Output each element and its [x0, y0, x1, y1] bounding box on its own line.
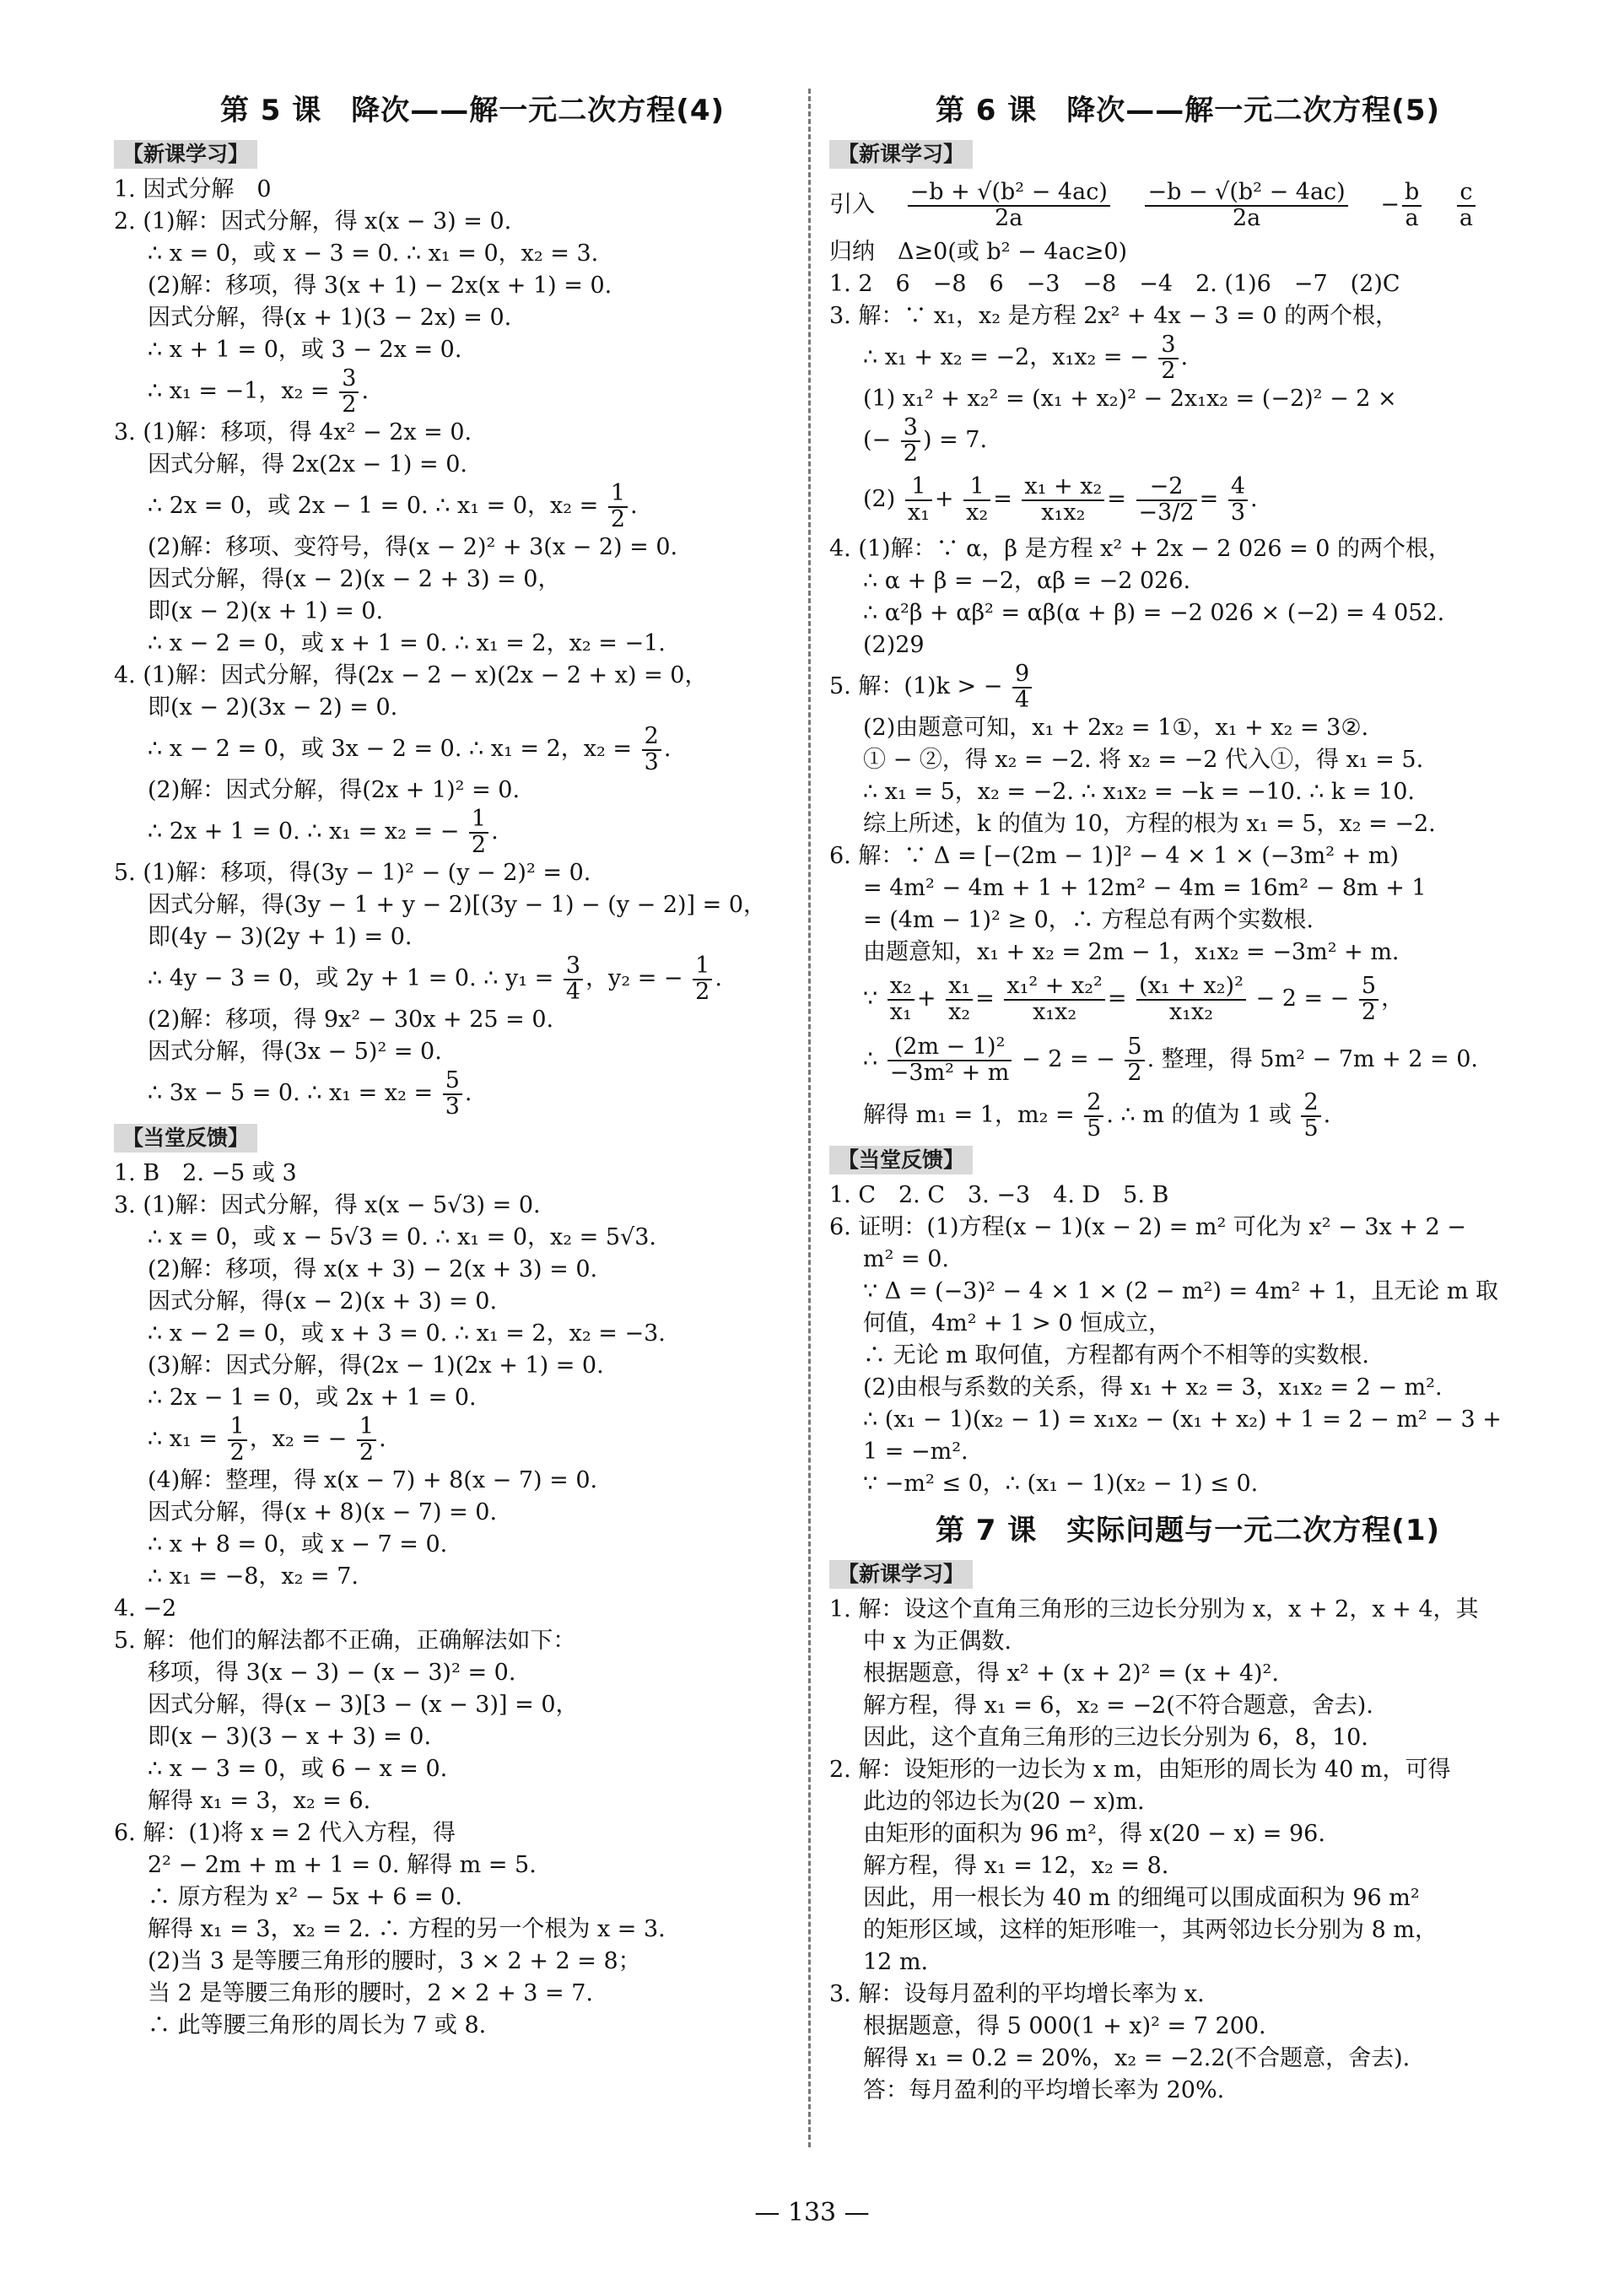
answer-line: 根据题意，得 5 000(1 + x)² = 7 200. [863, 2013, 1266, 2039]
answer-line: ∴ x₁ + x₂ = −2，x₁x₂ = − $\frac{3}{2}$ . [863, 332, 1189, 384]
answer-line: 解方程，得 x₁ = 6，x₂ = −2(不符合题意，舍去). [863, 1693, 1373, 1719]
answer-line: (2)解：移项，得 x(x + 3) − 2(x + 3) = 0. [148, 1256, 598, 1282]
fraction: $\frac{3}{2}$ [339, 367, 359, 417]
answer-line: (2)解：移项，得 9x² − 30x + 25 = 0. [148, 1007, 554, 1033]
answer-line: 解得 m₁ = 1，m₂ = $\frac{2}{5}$ . ∴ m 的值为 1 或 $\frac{2}{5}$ . [863, 1089, 1331, 1142]
answer-line: 因式分解，得(x − 3)[3 − (x − 3)] = 0， [148, 1692, 579, 1718]
answer-line: 2. 解：设矩形的一边长为 x m，由矩形的周长为 40 m，可得 [829, 1757, 1451, 1783]
section-tag-new-learning: 【新课学习】 [829, 1560, 973, 1589]
intro-line: 引入 $\frac{\text{−b + √(b² − 4ac)}}{2a}$ $\frac{\text{−b − √(b² − 4ac)}}{2a}$ − $\frac{b}{a}$ $\frac{c}{a}$ [829, 174, 1546, 236]
answer-line: 答：每月盈利的平均增长率为 20%. [863, 2077, 1225, 2103]
answer-line: ∴ x + 1 = 0，或 3 − 2x = 0. [148, 337, 462, 363]
answer-line: ∴ x₁ = $\frac{1}{2}$ ，x₂ = − $\frac{1}{2}$ . [148, 1413, 386, 1466]
answer-line: 1. C 2. C 3. −3 4. D 5. B [829, 1182, 1169, 1208]
answer-line: ∵ −m² ≤ 0，∴ (x₁ − 1)(x₂ − 1) ≤ 0. [863, 1471, 1259, 1497]
answer-line: 根据题意，得 x² + (x + 2)² = (x + 4)². [863, 1660, 1279, 1687]
fraction: $\frac{9}{4}$ [1012, 662, 1032, 712]
answer-line: (2)由题意可知，x₁ + 2x₂ = 1①，x₁ + x₂ = 3②. [863, 715, 1369, 741]
answer-line: ∵ Δ = (−3)² − 4 × 1 × (2 − m²) = 4m² + 1，且无论 m 取 [863, 1278, 1499, 1304]
fraction: $\frac{\text{x₁² + x₂²}}{\text{x₁x₂}}$ [1004, 975, 1105, 1024]
answer-line: 6. 解：∵ Δ = [−(2m − 1)]² − 4 × 1 × (−3m² + m) [829, 843, 1399, 869]
fraction: $\frac{\text{(x₁ + x₂)²}}{\text{x₁x₂}}$ [1136, 975, 1246, 1024]
answer-line: ∴ x − 3 = 0，或 6 − x = 0. [148, 1756, 448, 1782]
fraction: $\frac{1}{2}$ [469, 807, 488, 857]
answer-line: 即(x − 3)(3 − x + 3) = 0. [148, 1724, 432, 1750]
answer-line: 3. (1)解：移项，得 4x² − 2x = 0. [114, 419, 472, 445]
fraction: $\frac{1}{\text{x₂}}$ [963, 475, 990, 525]
section-tag-feedback: 【当堂反馈】 [114, 1124, 257, 1153]
answer-line: ∴ 2x − 1 = 0，或 2x + 1 = 0. [148, 1385, 477, 1411]
answer-line: ∴ x₁ = −1，x₂ = $\frac{3}{2}$ . [148, 365, 370, 418]
answer-line: 当 2 是等腰三角形的腰时，2 × 2 + 3 = 7. [148, 1980, 594, 2006]
answer-line: 移项，得 3(x − 3) − (x − 3)² = 0. [148, 1660, 516, 1686]
answer-line: = (4m − 1)² ≥ 0，∴ 方程总有两个实数根. [863, 907, 1314, 933]
answer-line: ∴ 原方程为 x² − 5x + 6 = 0. [148, 1884, 462, 1910]
fraction: $\frac{1}{2}$ [693, 954, 712, 1004]
lesson-7-title: 第 7 课 实际问题与一元二次方程(1) [935, 1514, 1441, 1547]
answer-line: ∴ 无论 m 取何值，方程都有两个不相等的实数根. [863, 1342, 1369, 1369]
answer-line: ∴ x = 0，或 x − 3 = 0. ∴ x₁ = 0，x₂ = 3. [148, 240, 599, 267]
left-column [114, 80, 831, 2042]
lesson-5-title: 第 5 课 降次——解一元二次方程(4) [219, 94, 726, 127]
answer-line: 5. 解：(1)k > − $\frac{9}{4}$ [829, 661, 1546, 712]
answer-line: ∵ $\frac{\text{x₂}}{\text{x₁}}$ + $\frac{\text{x₁}}{\text{x₂}}$ = $\frac{\text{x₁² + x₂²}}{\text{x₁x₂}}$ = $\frac{\text{(x₁ + x₂)²}}{\text{x₁x₂}}$ − 2 = − $\frac{5}{2}$ ， [863, 973, 1405, 1025]
answer-line: (2) $\frac{1}{\text{x₁}}$ + $\frac{1}{\text{x₂}}$ = $\frac{\text{x₁ + x₂}}{\text{x₁x₂}}$ = $\frac{-2}{-3/2}$ = $\frac{4}{3}$ . [863, 473, 1258, 526]
answer-line: ∴ 3x − 5 = 0. ∴ x₁ = x₂ = $\frac{5}{3}$ . [148, 1067, 472, 1120]
fraction: $\frac{5}{2}$ [1125, 1035, 1144, 1085]
answer-line: 1. B 2. −5 或 3 [114, 1160, 297, 1186]
answer-line: 解得 x₁ = 3，x₂ = 2. ∴ 方程的另一个根为 x = 3. [148, 1916, 666, 1942]
answer-line: 即(x − 2)(x + 1) = 0. [148, 598, 384, 624]
summary-line: 归纳 Δ≥0(或 b² − 4ac≥0) [829, 239, 1128, 265]
fraction: $\frac{\text{−b + √(b² − 4ac)}}{2a}$ [908, 181, 1110, 230]
answer-line: 因式分解，得(x − 2)(x + 3) = 0. [148, 1288, 498, 1315]
section-tag-new-learning: 【新课学习】 [114, 140, 257, 169]
fraction: $\frac{1}{\text{x₁}}$ [905, 475, 932, 525]
answer-line: 5. (1)解：移项，得(3y − 1)² − (y − 2)² = 0. [114, 860, 591, 886]
answer-line: 解方程，得 x₁ = 12，x₂ = 8. [863, 1853, 1169, 1879]
answer-line: (− $\frac{3}{2}$ ) = 7. [863, 414, 988, 467]
answer-line: 由题意知，x₁ + x₂ = 2m − 1，x₁x₂ = −3m² + m. [863, 939, 1400, 965]
answer-line: 2² − 2m + m + 1 = 0. 解得 m = 5. [148, 1852, 537, 1878]
answer-line: ∴ x₁ = −8，x₂ = 7. [148, 1563, 359, 1590]
fraction: $\frac{b}{a}$ [1402, 181, 1422, 230]
section-tag-new-learning: 【新课学习】 [829, 140, 973, 169]
answer-line: 1. 解：设这个直角三角形的三边长分别为 x，x + 2，x + 4，其 [829, 1596, 1479, 1622]
fraction: $\frac{3}{4}$ [564, 954, 583, 1004]
answer-line: (2)当 3 是等腰三角形的腰时，3 × 2 + 2 = 8； [148, 1948, 641, 1974]
answer-line: 因式分解，得(3x − 5)² = 0. [148, 1039, 442, 1065]
fraction: $\frac{c}{a}$ [1457, 181, 1476, 230]
answer-line: (3)解：因式分解，得(2x − 1)(2x + 1) = 0. [148, 1352, 604, 1379]
answer-line: 2. (1)解：因式分解，得 x(x − 3) = 0. [114, 208, 512, 235]
answer-line: ① − ②，得 x₂ = −2. 将 x₂ = −2 代入①，得 x₁ = 5. [863, 747, 1424, 773]
fraction: $\frac{5}{3}$ [443, 1069, 462, 1119]
answer-line: 因此，用一根长为 40 m 的细绳可以围成面积为 96 m² [863, 1885, 1420, 1911]
answer-line: 因式分解，得(x − 2)(x − 2 + 3) = 0， [148, 566, 561, 592]
answer-line: 此边的邻边长为(20 − x)m. [863, 1789, 1145, 1815]
answer-line: (4)解：整理，得 x(x − 7) + 8(x − 7) = 0. [148, 1467, 598, 1493]
fraction: $\frac{1}{2}$ [608, 482, 628, 532]
fraction: $\frac{1}{2}$ [357, 1415, 376, 1465]
answer-line: 因式分解，得(x + 8)(x − 7) = 0. [148, 1499, 498, 1525]
fraction: $\frac{1}{2}$ [228, 1415, 247, 1465]
answer-line: 因式分解，得(x + 1)(3 − 2x) = 0. [148, 305, 512, 331]
answer-line: 12 m. [863, 1949, 929, 1975]
answer-line: ∴ 此等腰三角形的周长为 7 或 8. [148, 2012, 487, 2038]
answer-line: ∴ α + β = −2，αβ = −2 026. [863, 568, 1191, 594]
answer-line: (1) x₁² + x₂² = (x₁ + x₂)² − 2x₁x₂ = (−2)² − 2 × [863, 386, 1397, 412]
answer-line: ∴ 2x + 1 = 0. ∴ x₁ = x₂ = − $\frac{1}{2}$ . [148, 806, 499, 858]
answer-line: 1 = −m². [863, 1439, 968, 1465]
answer-line: 6. 解：(1)将 x = 2 代入方程，得 [114, 1820, 456, 1846]
answer-line: 解得 x₁ = 3，x₂ = 6. [148, 1788, 371, 1814]
answer-line: (2)29 [863, 632, 925, 658]
answer-line: 1. 因式分解 0 [114, 176, 272, 202]
fraction: $\frac{2}{5}$ [1301, 1091, 1320, 1141]
fraction: $\frac{2}{3}$ [642, 725, 661, 775]
fraction: $\frac{3}{2}$ [1158, 333, 1178, 383]
fraction: $\frac{\text{(2m − 1)²}}{\text{−3m² + m}}$ [888, 1035, 1012, 1085]
fraction: $\frac{\text{x₁ + x₂}}{\text{x₁x₂}}$ [1022, 475, 1104, 525]
answer-line: 解得 x₁ = 0.2 = 20%，x₂ = −2.2(不合题意，舍去). [863, 2045, 1411, 2071]
answer-line: 因式分解，得 2x(2x − 1) = 0. [148, 451, 467, 478]
answer-line: 的矩形区域，这样的矩形唯一，其两邻边长分别为 8 m， [863, 1917, 1438, 1943]
section-tag-feedback: 【当堂反馈】 [829, 1146, 973, 1174]
fraction: $\frac{\text{−b − √(b² − 4ac)}}{2a}$ [1145, 181, 1347, 230]
page-number: — 133 — [754, 2198, 870, 2227]
answer-line: ∴ 4y − 3 = 0，或 2y + 1 = 0. ∴ y₁ = $\frac{3}{4}$ ，y₂ = − $\frac{1}{2}$ . [148, 953, 722, 1005]
lesson-6-title: 第 6 课 降次——解一元二次方程(5) [935, 94, 1441, 127]
answer-line: (2)解：移项、变符号，得(x − 2)² + 3(x − 2) = 0. [148, 534, 678, 560]
fraction: $\frac{\text{x₁}}{\text{x₂}}$ [946, 975, 973, 1024]
answer-line: ∴ α²β + αβ² = αβ(α + β) = −2 026 × (−2) = 4 052. [863, 600, 1445, 626]
answer-line: 3. (1)解：因式分解，得 x(x − 5√3) = 0. [114, 1192, 541, 1218]
fraction: $\frac{\text{x₂}}{\text{x₁}}$ [888, 975, 915, 1024]
answer-line: 即(x − 2)(3x − 2) = 0. [148, 694, 398, 721]
fraction: $\frac{4}{3}$ [1228, 475, 1248, 525]
answer-line: 因式分解，得(3y − 1 + y − 2)[(3y − 1) − (y − 2)] = 0， [148, 892, 767, 918]
answer-line: ∴ x − 2 = 0，或 x + 3 = 0. ∴ x₁ = 2，x₂ = −3. [148, 1320, 666, 1347]
answer-line: (2)由根与系数的关系，得 x₁ + x₂ = 3，x₁x₂ = 2 − m². [863, 1374, 1443, 1401]
answer-line: 何值，4m² + 1 > 0 恒成立， [863, 1310, 1172, 1336]
answer-line: 综上所述，k 的值为 10，方程的根为 x₁ = 5，x₂ = −2. [863, 811, 1436, 837]
answer-line: ∴ x + 8 = 0，或 x − 7 = 0. [148, 1531, 448, 1558]
answer-line: 5. 解：他们的解法都不正确，正确解法如下： [114, 1628, 576, 1654]
answer-line: 3. 解：∵ x₁，x₂ 是方程 2x² + 4x − 3 = 0 的两个根， [829, 303, 1399, 329]
answer-line: = 4m² − 4m + 1 + 12m² − 4m = 16m² − 8m + 1 [863, 875, 1427, 901]
answer-line: m² = 0. [863, 1246, 949, 1272]
answer-line: 由矩形的面积为 96 m²，得 x(20 − x) = 96. [863, 1821, 1325, 1847]
answer-line: ∴ $\frac{\text{(2m − 1)²}}{\text{−3m² + m}}$ − 2 = − $\frac{5}{2}$ . 整理，得 5m² − 7m + 2 = 0. [863, 1034, 1479, 1086]
answer-line: ∴ x − 2 = 0，或 x + 1 = 0. ∴ x₁ = 2，x₂ = −1. [148, 630, 666, 656]
answer-line: ∴ x − 2 = 0，或 3x − 2 = 0. ∴ x₁ = 2，x₂ = $\frac{2}{3}$ . [148, 723, 672, 775]
answer-line: 中 x 为正偶数. [863, 1628, 1012, 1655]
answer-line: 即(4y − 3)(2y + 1) = 0. [148, 924, 413, 950]
answer-line: ∴ (x₁ − 1)(x₂ − 1) = x₁x₂ − (x₁ + x₂) + 1 = 2 − m² − 3 + [863, 1406, 1502, 1433]
answer-line: 4. (1)解：因式分解，得(2x − 2 − x)(2x − 2 + x) = 0， [114, 662, 708, 688]
answer-line: 因此，这个直角三角形的三边长分别为 6，8，10. [863, 1725, 1368, 1751]
answer-line: ∴ x = 0，或 x − 5√3 = 0. ∴ x₁ = 0，x₂ = 5√3. [148, 1224, 657, 1250]
answer-line: 6. 证明：(1)方程(x − 1)(x − 2) = m² 可化为 x² − 3x + 2 − [829, 1214, 1466, 1240]
answer-line: (2)解：因式分解，得(2x + 1)² = 0. [148, 777, 521, 803]
answer-line: ∴ 2x = 0，或 2x − 1 = 0. ∴ x₁ = 0，x₂ = $\frac{1}{2}$ . [148, 480, 638, 532]
answer-line: ∴ x₁ = 5，x₂ = −2. ∴ x₁x₂ = −k = −10. ∴ k = 10. [863, 779, 1415, 805]
answer-line: 4. −2 [114, 1595, 177, 1622]
fraction: $\frac{2}{5}$ [1084, 1091, 1103, 1141]
fraction: $\frac{-2}{-3/2}$ [1136, 475, 1197, 525]
answer-line: 4. (1)解：∵ α，β 是方程 x² + 2x − 2 026 = 0 的两个根， [829, 536, 1452, 562]
fraction: $\frac{5}{2}$ [1359, 975, 1379, 1024]
fraction: $\frac{3}{2}$ [901, 416, 920, 466]
right-column [829, 80, 1546, 2107]
answer-line: 1. 2 6 −8 6 −3 −8 −4 2. (1)6 −7 (2)C [829, 271, 1400, 297]
answer-line: (2)解：移项，得 3(x + 1) − 2x(x + 1) = 0. [148, 273, 612, 299]
answer-line: 3. 解：设每月盈利的平均增长率为 x. [829, 1981, 1205, 2007]
